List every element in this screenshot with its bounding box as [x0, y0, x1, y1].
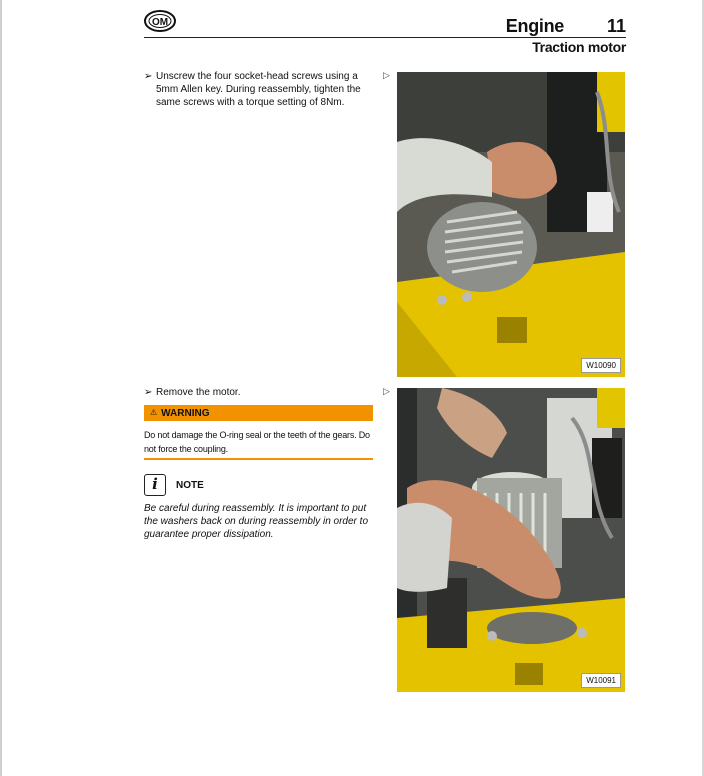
page-left-edge: [0, 0, 2, 776]
warning-label: WARNING: [161, 408, 210, 419]
figure-photo: [397, 388, 625, 692]
figure-code: W10090: [581, 358, 621, 373]
bullet-arrow-icon: ➢: [144, 71, 153, 82]
section-title: Traction motor: [532, 39, 626, 55]
bullet-arrow-icon: ➢: [144, 387, 153, 398]
info-icon: i: [144, 474, 166, 496]
step-text: Remove the motor.: [156, 387, 241, 398]
note-text: Be careful during reassembly. It is important to put the washers back on during reassembly in order to guarantee proper dissipation.: [144, 503, 369, 540]
figure-code: W10091: [581, 673, 621, 688]
chapter-title: Engine: [505, 16, 564, 36]
chapter-number: 11: [606, 16, 626, 36]
note-label: NOTE: [176, 480, 204, 491]
warning-text: Do not damage the O-ring seal or the teeth of the gears. Do not force the coupling.: [144, 430, 370, 454]
warning-triangle-icon: ⚠: [150, 408, 158, 417]
step-text: Unscrew the four socket-head screws using a 5mm Allen key. During reassembly, tighten the same screws with a torque setting of 8Nm.: [156, 71, 361, 108]
figure-photo: [397, 72, 625, 377]
om-logo: [144, 10, 176, 32]
step-instruction: [144, 70, 374, 109]
step-instruction: [144, 386, 374, 399]
svg-text:OM: OM: [151, 17, 169, 28]
header-divider: [144, 37, 626, 38]
figure-pointer-icon: ▷: [383, 386, 390, 396]
warning-divider: [144, 458, 373, 460]
warning-header: [144, 405, 373, 421]
figure-pointer-icon: ▷: [383, 70, 390, 80]
